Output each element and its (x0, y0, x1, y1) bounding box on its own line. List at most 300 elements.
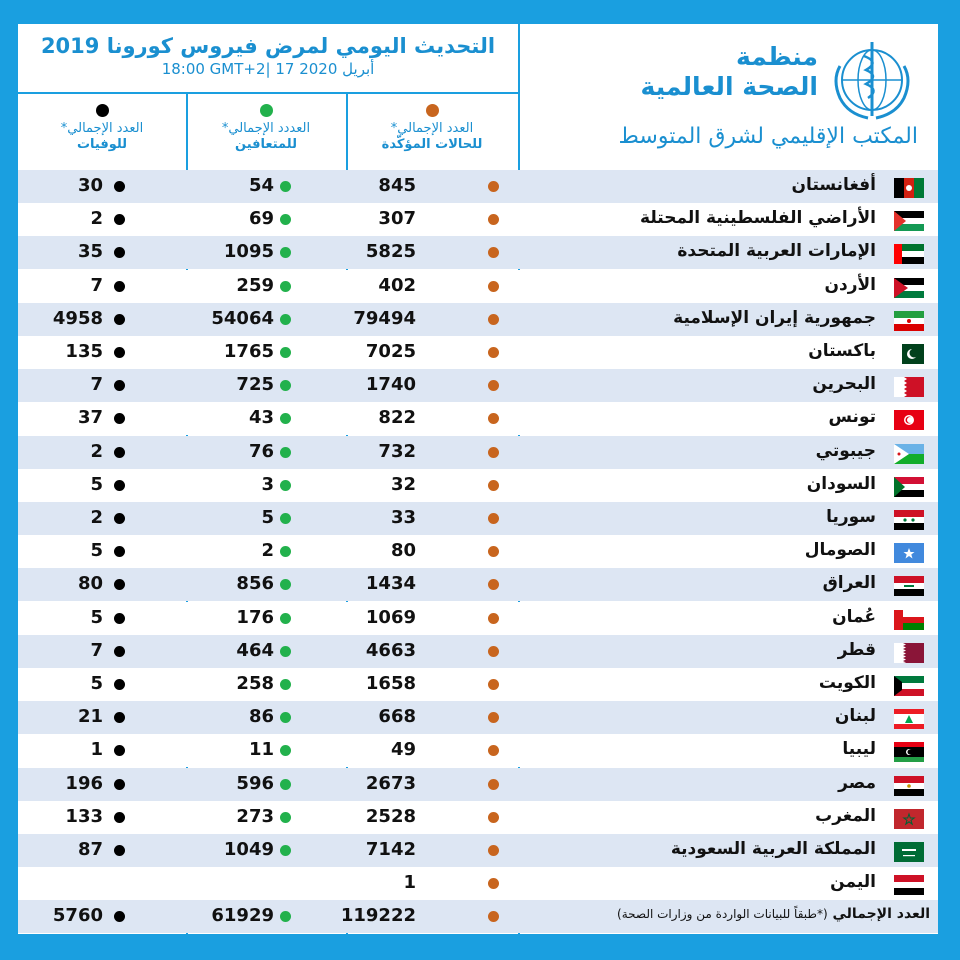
recovered-value: 259 (236, 274, 274, 296)
cases-dot (488, 613, 499, 624)
recovered-value: 54 (248, 175, 274, 196)
country-name: الكويت (818, 673, 876, 693)
recovered-value: 1765 (223, 341, 274, 362)
country-cell (518, 170, 938, 203)
total-cases-cell (340, 900, 518, 933)
cases-cell (346, 768, 518, 801)
cases-value: 307 (378, 208, 416, 230)
recovered-value: 5 (261, 507, 274, 528)
country-name: الأردن (824, 274, 876, 295)
deaths-dot (114, 513, 125, 524)
recovered-cell (186, 834, 346, 867)
cases-cell (346, 867, 518, 900)
recovered-value: 464 (236, 639, 274, 661)
country-name: البحرين (812, 374, 876, 395)
recovered-dot (280, 181, 291, 192)
country-cell (518, 402, 938, 435)
country-name: السودان (806, 473, 876, 494)
syria-flag-icon (894, 510, 924, 530)
cases-dot (488, 812, 499, 823)
table-row (18, 602, 938, 635)
deaths-dot (114, 745, 125, 756)
deaths-dot (114, 845, 125, 856)
country-name: أفغانستان (791, 175, 876, 195)
deaths-dot (114, 546, 125, 557)
total-deaths-value: 5760 (52, 905, 103, 927)
recovered-dot (280, 911, 291, 922)
total-deaths-cell (18, 900, 186, 933)
page-title: التحديث اليومي لمرض فيروس كورونا 2019 (40, 34, 496, 58)
jordan-flag-icon (894, 278, 924, 298)
recovered-dot (280, 845, 291, 856)
total-cases-value: 119222 (340, 905, 416, 927)
total-row (18, 900, 938, 933)
deaths-dot (114, 646, 125, 657)
deaths-dot (114, 214, 125, 225)
country-cell (518, 469, 938, 502)
cases-value: 5825 (365, 241, 416, 263)
recovered-value: 596 (236, 772, 274, 794)
cases-dot (488, 845, 499, 856)
deaths-dot (114, 181, 125, 192)
deaths-value: 35 (77, 241, 103, 263)
recovered-cell (186, 535, 346, 568)
cases-value: 4663 (365, 639, 416, 661)
cases-cell (346, 336, 518, 369)
cases-cell (346, 502, 518, 535)
country-cell (518, 270, 938, 303)
table-row (18, 336, 938, 369)
recovered-cell (186, 602, 346, 635)
table-row (18, 668, 938, 701)
deaths-cell (18, 568, 186, 601)
cases-value: 32 (390, 473, 416, 495)
cases-value: 1658 (365, 673, 416, 694)
deaths-dot (114, 281, 125, 292)
header (18, 24, 938, 170)
total-recovered-value: 61929 (211, 905, 274, 927)
deaths-cell (18, 701, 186, 734)
deaths-cell (18, 369, 186, 402)
cases-value: 80 (390, 540, 416, 562)
recovered-value: 273 (236, 805, 274, 827)
deaths-column-header (18, 92, 186, 170)
recovered-dot (280, 779, 291, 790)
recovered-value: 3 (261, 473, 274, 495)
cases-cell (346, 402, 518, 435)
deaths-dot (114, 579, 125, 590)
cases-value: 79494 (353, 307, 416, 329)
deaths-cell (18, 203, 186, 236)
recovered-cell (186, 801, 346, 834)
country-name: العراق (822, 573, 876, 594)
cases-column-header (346, 92, 518, 170)
country-name: قطر (837, 639, 876, 660)
country-name: الإمارات العربية المتحدة (677, 241, 876, 262)
table-row (18, 768, 938, 801)
recovered-dot (280, 745, 291, 756)
deaths-dot (114, 613, 125, 624)
table-row (18, 502, 938, 535)
cases-dot (488, 745, 499, 756)
cases-value: 845 (378, 175, 416, 196)
deaths-cell (18, 436, 186, 469)
who-logo-block (518, 24, 938, 170)
country-name: الأراضي الفلسطينية المحتلة (640, 208, 876, 229)
deaths-value: 7 (90, 374, 103, 396)
cases-value: 2528 (365, 805, 416, 827)
recovered-value: 856 (236, 573, 274, 595)
recovered-cell (186, 635, 346, 668)
deaths-legend-dot (96, 104, 109, 117)
recovered-value: 76 (248, 440, 274, 462)
recovered-dot (280, 679, 291, 690)
cases-dot (488, 480, 499, 491)
cases-dot (488, 579, 499, 590)
country-cell (518, 635, 938, 668)
recovered-dot (280, 247, 291, 258)
column-headers (18, 92, 518, 170)
recovered-dot (280, 447, 291, 458)
recovered-value: 2 (261, 540, 274, 562)
deaths-dot (114, 380, 125, 391)
recovered-cell (186, 469, 346, 502)
country-cell (518, 236, 938, 269)
kuwait-flag-icon (894, 676, 924, 696)
country-cell (518, 768, 938, 801)
cases-dot (488, 181, 499, 192)
table-row (18, 402, 938, 435)
deaths-cell (18, 303, 186, 336)
cases-cell (346, 701, 518, 734)
deaths-dot (114, 712, 125, 723)
table-row (18, 170, 938, 203)
recovered-cell (186, 270, 346, 303)
deaths-cell (18, 535, 186, 568)
cases-cell (346, 303, 518, 336)
cases-header-line2: للحالات المؤكّدة (381, 137, 483, 152)
country-cell (518, 834, 938, 867)
cases-dot (488, 347, 499, 358)
uae-flag-icon (894, 244, 924, 264)
country-cell (518, 568, 938, 601)
organization-name-line1: منظمة (736, 42, 818, 71)
deaths-dot (114, 413, 125, 424)
deaths-cell (18, 336, 186, 369)
yemen-flag-icon (894, 875, 924, 895)
cases-header-line1: العدد الإجمالي* (390, 121, 474, 136)
cases-dot (488, 247, 499, 258)
table-row (18, 734, 938, 767)
deaths-value: 1 (90, 739, 103, 761)
country-name: لبنان (834, 706, 876, 727)
country-cell (518, 701, 938, 734)
deaths-cell (18, 270, 186, 303)
cases-dot (488, 878, 499, 889)
country-cell (518, 436, 938, 469)
cases-cell (346, 469, 518, 502)
recovered-cell (186, 369, 346, 402)
total-recovered-cell (186, 900, 346, 933)
deaths-dot (114, 447, 125, 458)
country-name: ليبيا (842, 739, 876, 760)
country-name: اليمن (830, 872, 876, 893)
cases-cell (346, 834, 518, 867)
country-name: الصومال (804, 540, 876, 561)
recovered-cell (186, 336, 346, 369)
cases-cell (346, 734, 518, 767)
deaths-cell (18, 502, 186, 535)
deaths-dot (114, 911, 125, 922)
deaths-value: 5 (90, 540, 103, 562)
recovered-dot (280, 413, 291, 424)
total-label: العدد الإجمالي (832, 906, 930, 923)
deaths-cell (18, 668, 186, 701)
afghanistan-flag-icon (894, 178, 924, 198)
table-row (18, 701, 938, 734)
cases-cell (346, 568, 518, 601)
cases-value: 822 (378, 407, 416, 429)
deaths-cell (18, 734, 186, 767)
recovered-dot (280, 579, 291, 590)
table-row (18, 436, 938, 469)
cases-cell (346, 801, 518, 834)
recovered-cell (186, 402, 346, 435)
deaths-dot (114, 247, 125, 258)
country-cell (518, 203, 938, 236)
country-name: المغرب (815, 805, 876, 826)
cases-dot (488, 646, 499, 657)
recovered-dot (280, 712, 291, 723)
libya-flag-icon (894, 742, 924, 762)
deaths-cell (18, 635, 186, 668)
recovered-value: 86 (248, 706, 274, 728)
recovered-dot (280, 281, 291, 292)
bahrain-flag-icon (894, 377, 924, 397)
country-cell (518, 502, 938, 535)
iraq-flag-icon (894, 576, 924, 596)
recovered-cell (186, 568, 346, 601)
cases-value: 7025 (365, 341, 416, 362)
organization-name (641, 42, 818, 102)
deaths-value: 133 (65, 805, 103, 827)
djibouti-flag-icon (894, 444, 924, 464)
recovered-dot (280, 546, 291, 557)
cases-value: 402 (378, 274, 416, 296)
recovered-header-line1: العددد الإجمالي* (221, 121, 311, 136)
country-cell (518, 801, 938, 834)
deaths-cell (18, 236, 186, 269)
regional-office-name: المكتب الإقليمي لشرق المتوسط (618, 124, 918, 149)
table-row (18, 867, 938, 900)
cases-value: 2673 (365, 772, 416, 794)
deaths-value: 2 (90, 507, 103, 528)
recovered-cell (186, 701, 346, 734)
deaths-value: 135 (65, 341, 103, 362)
cases-cell (346, 436, 518, 469)
cases-value: 7142 (365, 839, 416, 860)
recovered-value: 54064 (211, 307, 274, 329)
deaths-cell (18, 834, 186, 867)
deaths-value: 80 (77, 573, 103, 595)
recovered-cell (186, 170, 346, 203)
deaths-dot (114, 347, 125, 358)
table-row (18, 635, 938, 668)
recovered-header-line2: للمتعافين (235, 137, 297, 152)
country-cell (518, 369, 938, 402)
deaths-header-line1: العدد الإجمالي* (60, 121, 144, 136)
recovered-dot (280, 380, 291, 391)
recovered-value: 11 (248, 739, 274, 761)
cases-value: 49 (390, 739, 416, 761)
recovered-cell (186, 236, 346, 269)
country-cell (518, 602, 938, 635)
deaths-cell (18, 602, 186, 635)
country-name: المملكة العربية السعودية (670, 839, 876, 859)
deaths-header-line2: للوفيات (76, 137, 128, 152)
cases-cell (346, 369, 518, 402)
cases-dot (488, 546, 499, 557)
deaths-cell (18, 170, 186, 203)
cases-cell (346, 635, 518, 668)
country-cell (518, 336, 938, 369)
deaths-dot (114, 480, 125, 491)
table-row (18, 236, 938, 269)
deaths-dot (114, 779, 125, 790)
cases-cell (346, 535, 518, 568)
lebanon-flag-icon (894, 709, 924, 729)
cases-cell (346, 270, 518, 303)
deaths-value: 196 (65, 772, 103, 794)
table-row (18, 270, 938, 303)
cases-dot (488, 281, 499, 292)
country-name: عُمان (832, 606, 876, 627)
recovered-column-header (186, 92, 346, 170)
country-name: مصر (838, 772, 876, 793)
deaths-value: 2 (90, 208, 103, 230)
oman-flag-icon (894, 610, 924, 630)
deaths-cell (18, 768, 186, 801)
country-name: جمهورية إيران الإسلامية (673, 307, 876, 328)
recovered-dot (280, 812, 291, 823)
cases-dot (488, 314, 499, 325)
recovered-cell (186, 436, 346, 469)
cases-cell (346, 170, 518, 203)
iran-flag-icon (894, 311, 924, 331)
recovered-value: 725 (236, 374, 274, 396)
title-box (18, 24, 520, 94)
total-source-note: (*طبقاً للبيانات الواردة من وزارات الصحة) (617, 907, 828, 922)
country-name: سوريا (826, 507, 876, 527)
recovered-cell (186, 768, 346, 801)
deaths-value: 7 (90, 274, 103, 296)
recovered-dot (280, 646, 291, 657)
table-row (18, 535, 938, 568)
recovered-dot (280, 513, 291, 524)
country-name: باكستان (808, 341, 876, 361)
cases-dot (488, 214, 499, 225)
country-cell (518, 734, 938, 767)
deaths-value: 2 (90, 440, 103, 462)
deaths-value: 4958 (52, 307, 103, 329)
recovered-dot (280, 214, 291, 225)
cases-value: 1434 (365, 573, 416, 595)
cases-value: 732 (378, 440, 416, 462)
pakistan-flag-icon (894, 344, 924, 364)
cases-cell (346, 236, 518, 269)
recovered-value: 69 (248, 208, 274, 230)
recovered-cell (186, 668, 346, 701)
country-cell (518, 668, 938, 701)
cases-value: 1 (403, 872, 416, 894)
palestine-flag-icon (894, 211, 924, 231)
cases-cell (346, 203, 518, 236)
cases-dot (488, 447, 499, 458)
deaths-cell (18, 867, 186, 900)
table-row (18, 303, 938, 336)
infographic-card (18, 24, 938, 934)
recovered-cell (186, 867, 346, 900)
cases-value: 1069 (365, 606, 416, 628)
country-cell (518, 535, 938, 568)
deaths-value: 37 (77, 407, 103, 429)
cases-dot (488, 911, 499, 922)
table-row (18, 834, 938, 867)
egypt-flag-icon (894, 776, 924, 796)
recovered-cell (186, 502, 346, 535)
recovered-value: 43 (248, 407, 274, 429)
morocco-flag-icon (894, 809, 924, 829)
cases-dot (488, 380, 499, 391)
table-row (18, 369, 938, 402)
cases-legend-dot (426, 104, 439, 117)
update-timestamp: 18:00 GMT+2| 17 أبريل 2020 (161, 60, 375, 78)
cases-value: 33 (390, 507, 416, 528)
recovered-legend-dot (260, 104, 273, 117)
recovered-cell (186, 303, 346, 336)
qatar-flag-icon (894, 643, 924, 663)
recovered-dot (280, 480, 291, 491)
somalia-flag-icon (894, 543, 924, 563)
cases-dot (488, 679, 499, 690)
cases-value: 668 (378, 706, 416, 728)
cases-dot (488, 779, 499, 790)
deaths-dot (114, 314, 125, 325)
deaths-value: 5 (90, 473, 103, 495)
recovered-value: 1095 (223, 241, 274, 263)
deaths-value: 5 (90, 606, 103, 628)
deaths-value: 7 (90, 639, 103, 661)
recovered-cell (186, 203, 346, 236)
deaths-dot (114, 679, 125, 690)
deaths-cell (18, 402, 186, 435)
who-emblem-icon (828, 36, 916, 124)
deaths-dot (114, 812, 125, 823)
cases-cell (346, 668, 518, 701)
country-cell (518, 303, 938, 336)
cases-cell (346, 602, 518, 635)
deaths-cell (18, 801, 186, 834)
recovered-dot (280, 314, 291, 325)
table-row (18, 203, 938, 236)
country-name: جيبوتي (815, 440, 876, 461)
country-cell (518, 867, 938, 900)
recovered-dot (280, 613, 291, 624)
sudan-flag-icon (894, 477, 924, 497)
recovered-value: 258 (236, 673, 274, 694)
cases-dot (488, 413, 499, 424)
deaths-value: 21 (77, 706, 103, 728)
